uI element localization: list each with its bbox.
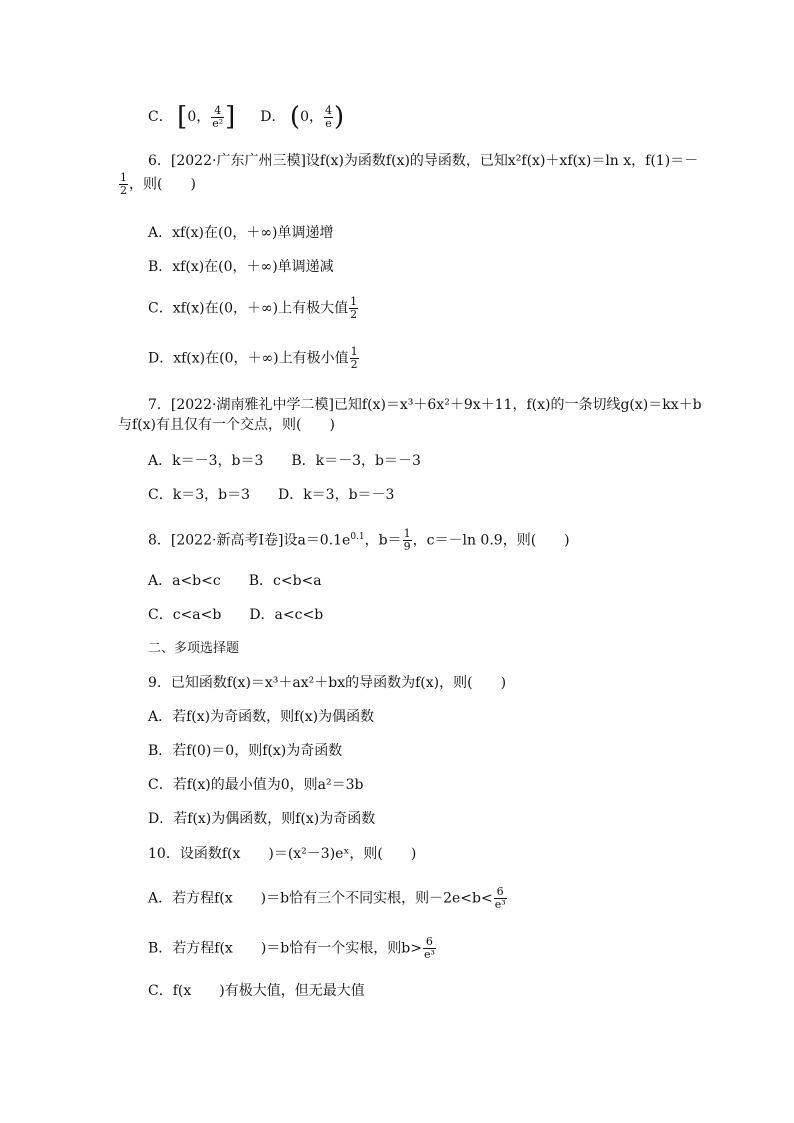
q8-exponent: 0.1 xyxy=(350,532,365,542)
q10-option-b-fraction xyxy=(423,936,436,961)
fraction-numerator: 1 xyxy=(120,171,127,184)
q9-stem: 9．已知函数f(x)＝x³＋ax²＋bx的导函数为f(x)，则( ) xyxy=(148,675,507,691)
fraction-denominator: e xyxy=(325,116,332,130)
q8-stem-part3: ，c＝－ln 0.9，则( ) xyxy=(412,532,570,549)
fraction-denominator: e² xyxy=(212,116,224,130)
q7-stem-line2: 与f(x)有且仅有一个交点，则( ) xyxy=(118,417,335,433)
fraction-denominator: e³ xyxy=(423,948,435,961)
fraction-numerator: 1 xyxy=(350,295,358,308)
fraction-numerator: 6 xyxy=(494,886,507,899)
q6-option-c-fraction xyxy=(349,296,358,321)
fraction-numerator: 1 xyxy=(350,345,358,358)
q6-option-d xyxy=(148,346,360,371)
q6-stem-line1: 6．[2022·广东广州三模]设f(x)为函数f(x)的导函数，已知x²f(x)＋xf(x)＝ln x，f(1)＝－ xyxy=(148,153,699,169)
q6-fraction xyxy=(119,172,128,197)
q10-option-c: C．f(x )有极大值，但无最大值 xyxy=(148,983,365,999)
q6-option-a: A．xf(x)在(0，＋∞)单调递增 xyxy=(148,225,334,241)
fraction-numerator: 4 xyxy=(211,105,224,118)
fraction-denominator: 2 xyxy=(120,184,127,197)
q9-option-c: C．若f(x)的最小值为0，则a²＝3b xyxy=(148,777,364,793)
q6-option-d-text: D．xf(x)在(0，＋∞)上有极小值 xyxy=(148,350,349,367)
q9-option-b: B．若f(0)＝0，则f(x)为奇函数 xyxy=(148,743,343,759)
q10-option-a-text: A．若方程f(x )＝b恰有三个不同实根，则－2e<b< xyxy=(148,890,493,907)
q6-option-c-text: C．xf(x)在(0，＋∞)上有极大值 xyxy=(148,300,349,317)
q5-option-d-fraction xyxy=(324,105,333,130)
fraction-numerator: 6 xyxy=(423,936,436,949)
q5-option-c-label: C． xyxy=(148,109,173,125)
q7-options-ab: A．k＝－3，b＝3 B．k＝－3，b＝－3 xyxy=(148,453,421,469)
fraction-numerator: 4 xyxy=(325,103,332,117)
q10-stem: 10．设函数f(x )＝(x²－3)eˣ，则( ) xyxy=(148,846,417,862)
q5-option-c-fraction xyxy=(211,105,224,130)
q7-options-cd: C．k＝3，b＝3 D．k＝3，b＝－3 xyxy=(148,487,395,503)
q10-option-b-text: B．若方程f(x )＝b恰有一个实根，则b> xyxy=(148,940,422,957)
fraction-denominator: e³ xyxy=(494,898,506,911)
q8-stem xyxy=(148,528,570,553)
q10-option-a xyxy=(148,886,508,911)
q8-stem-part2: ，b＝ xyxy=(364,532,402,549)
q5-options xyxy=(148,104,344,130)
q6-option-c xyxy=(148,296,359,321)
q5-option-c-expr: 0， xyxy=(187,109,211,125)
q8-stem-part1: 8．[2022·新高考Ⅰ卷]设a＝0.1e xyxy=(148,532,351,549)
fraction-numerator: 1 xyxy=(403,527,411,541)
q8-options-cd: C．c<a<b D．a<c<b xyxy=(148,607,324,623)
paren-right-icon: ) xyxy=(334,102,345,132)
fraction-denominator: 2 xyxy=(350,308,358,321)
paren-left-icon: ( xyxy=(289,102,301,132)
q6-stem-line2 xyxy=(118,172,196,197)
q8-options-ab: A．a<b<c B．c<b<a xyxy=(148,573,322,589)
q6-stem-tail: ，则( ) xyxy=(129,176,196,193)
q10-option-a-fraction xyxy=(494,886,507,911)
bracket-left-icon: [ xyxy=(177,102,188,132)
q9-option-d: D．若f(x)为偶函数，则f(x)为奇函数 xyxy=(148,811,376,827)
q10-option-b xyxy=(148,936,437,961)
q8-fraction xyxy=(403,528,412,553)
q6-option-d-fraction xyxy=(350,346,359,371)
bracket-right-icon: ] xyxy=(225,102,236,132)
q5-option-d-label: D． xyxy=(260,109,286,125)
q6-option-b: B．xf(x)在(0，＋∞)单调递减 xyxy=(148,259,334,275)
q5-option-d-expr: 0， xyxy=(300,109,323,125)
q7-stem-line1: 7．[2022·湖南雅礼中学二模]已知f(x)＝x³＋6x²＋9x＋11，f(x)的一条切线g(x)＝kx＋b xyxy=(148,397,702,413)
q9-option-a: A．若f(x)为奇函数，则f(x)为偶函数 xyxy=(148,709,375,725)
section-heading: 二、多项选择题 xyxy=(148,641,240,656)
fraction-denominator: 2 xyxy=(350,358,358,371)
fraction-denominator: 9 xyxy=(403,540,411,554)
